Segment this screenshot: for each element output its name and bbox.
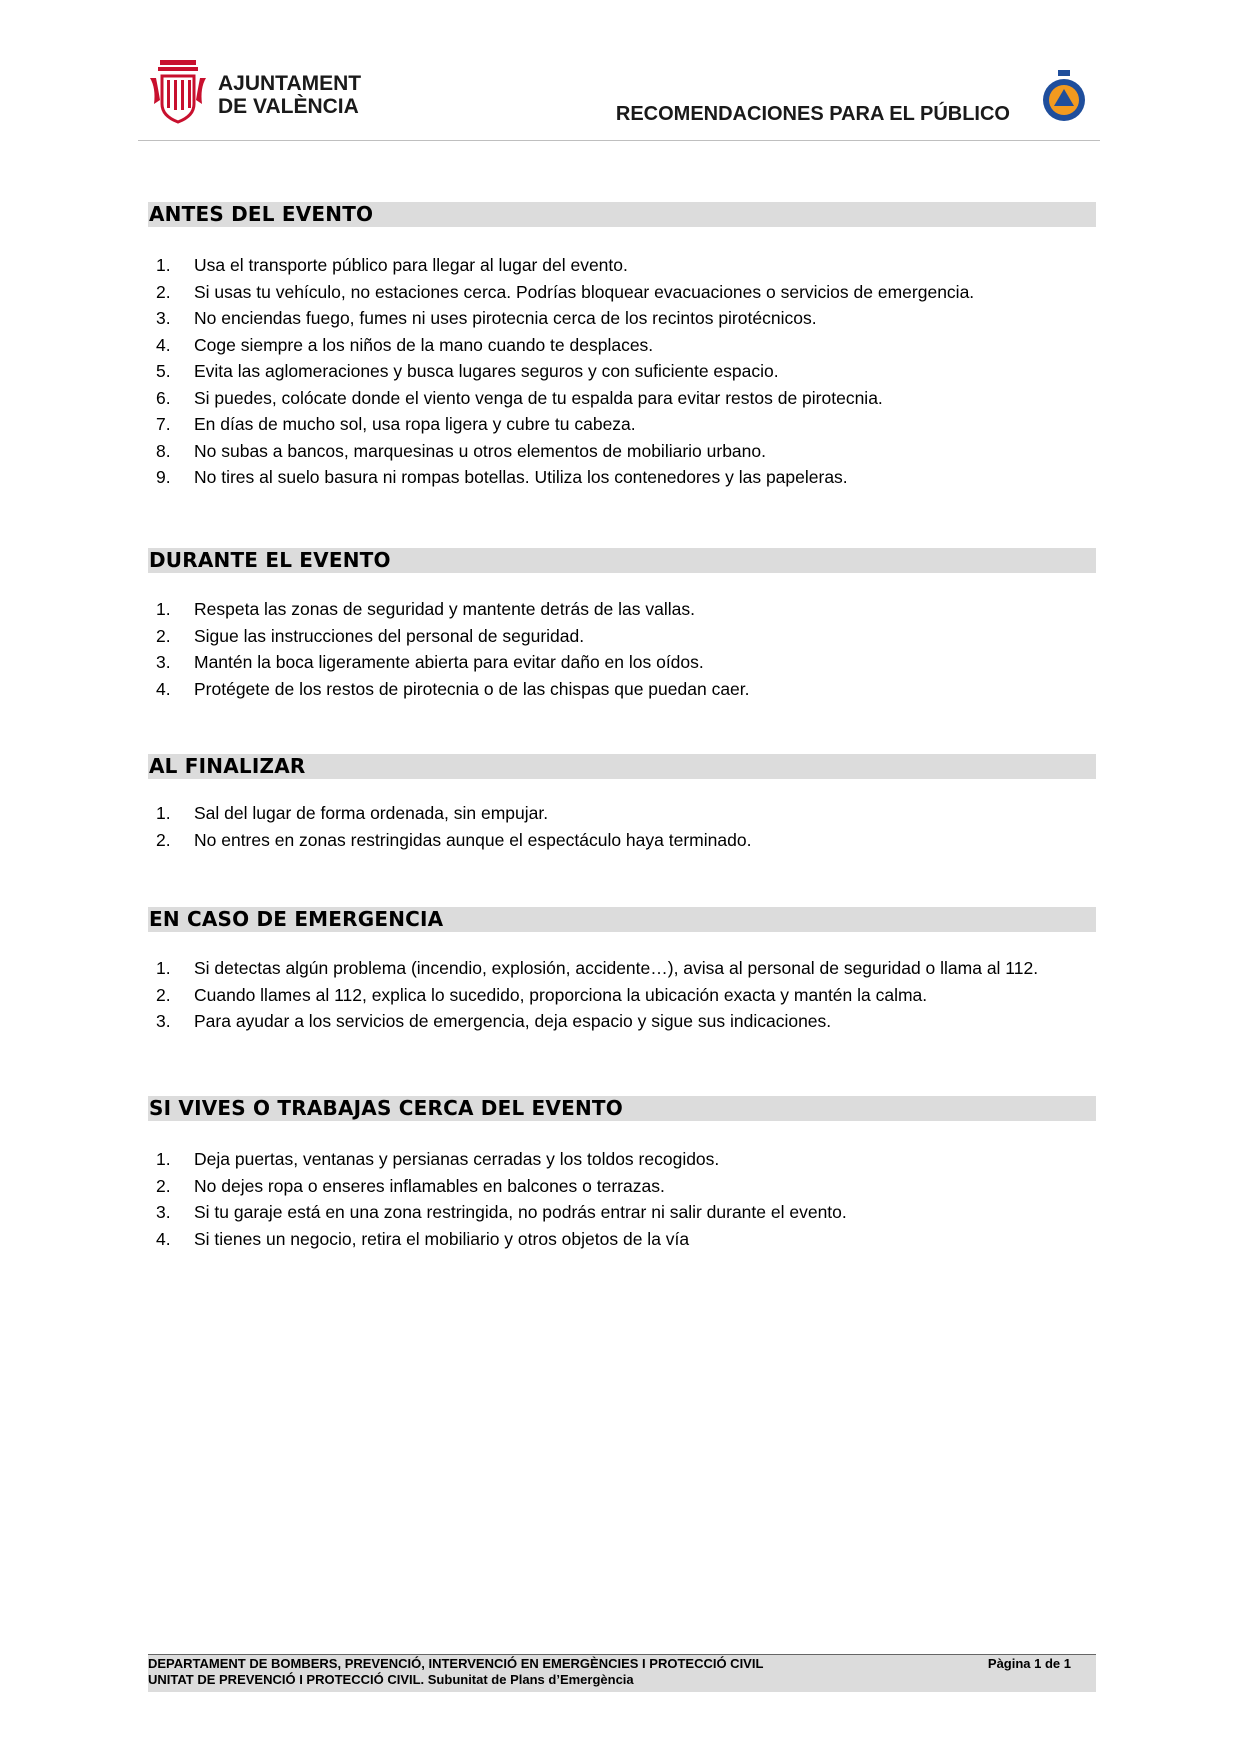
list-item: 3. No enciendas fuego, fumes ni uses pirotecnia cerca de los recintos pirotécnicos. [156, 308, 817, 328]
list-item: 9. No tires al suelo basura ni rompas botellas. Utiliza los contenedores y las papeleras. [156, 467, 848, 487]
section-si-vives-o-trabajas-cerca [148, 1096, 1096, 1252]
list-item: 6. Si puedes, colócate donde el viento venga de tu espalda para evitar restos de pirotecnia. [156, 387, 883, 408]
list-item: 1. Si detectas algún problema (incendio, explosión, accidente…), avisa al personal de seguridad o llama al 112. [156, 958, 1039, 978]
recommendation-list [148, 800, 1096, 853]
section-al-finalizar [148, 754, 1096, 853]
section-durante-el-evento [148, 548, 1096, 702]
section-heading: ANTES DEL EVENTO [148, 202, 1096, 227]
section-antes-del-evento [148, 202, 1096, 491]
list-item: 3. Para ayudar a los servicios de emergencia, deja espacio y sigue sus indicaciones. [156, 1011, 832, 1031]
section-en-caso-de-emergencia [148, 907, 1096, 1035]
page-footer [148, 1654, 1096, 1692]
list-item: 2. Sigue las instrucciones del personal de seguridad. [156, 625, 585, 646]
list-item: 4. Si tienes un negocio, retira el mobiliario y otros objetos de la vía [156, 1228, 690, 1249]
recommendation-list [148, 955, 1096, 1035]
list-item: 8. No subas a bancos, marquesinas u otros elementos de mobiliario urbano. [156, 440, 766, 461]
recommendation-list [148, 252, 1096, 491]
section-heading: DURANTE EL EVENTO [148, 548, 1096, 573]
list-item: 1. Respeta las zonas de seguridad y mantente detrás de las vallas. [156, 599, 695, 619]
list-item: 3. Mantén la boca ligeramente abierta para evitar daño en los oídos. [156, 652, 704, 672]
list-item: 4. Protégete de los restos de pirotecnia o de las chispas que puedan caer. [156, 678, 750, 699]
list-item: 2. Cuando llames al 112, explica lo sucedido, proporciona la ubicación exacta y mantén la calma. [156, 984, 928, 1005]
list-item: 2. No dejes ropa o enseres inflamables en balcones o terrazas. [156, 1175, 665, 1196]
list-item: 1. Usa el transporte público para llegar al lugar del evento. [156, 255, 628, 275]
proteccion-civil-seal-icon [1040, 68, 1088, 128]
organization-name: AJUNTAMENT DE VALÈNCIA [218, 72, 362, 118]
list-item: 2. Si usas tu vehículo, no estaciones cerca. Podrías bloquear evacuaciones o servicios de emergencia. [156, 281, 975, 302]
list-item: 4. Coge siempre a los niños de la mano cuando te desplaces. [156, 334, 654, 355]
footer-unit: UNITAT DE PREVENCIÓ I PROTECCIÓ CIVIL. Subunitat de Plans d’Emergència [148, 1672, 634, 1687]
list-item: 3. Si tu garaje está en una zona restringida, no podrás entrar ni salir durante el evento. [156, 1202, 847, 1222]
page-title: RECOMENDACIONES PARA EL PÚBLICO [615, 103, 1010, 125]
page-number: Pàgina 1 de 1 [987, 1656, 1071, 1671]
recommendation-list [148, 1146, 1096, 1252]
section-heading: AL FINALIZAR [148, 754, 1096, 779]
list-item: 5. Evita las aglomeraciones y busca lugares seguros y con suficiente espacio. [156, 361, 779, 381]
section-heading: SI VIVES O TRABAJAS CERCA DEL EVENTO [148, 1096, 1096, 1121]
page-header [138, 58, 1100, 141]
recommendation-list [148, 596, 1096, 702]
footer-department: DEPARTAMENT DE BOMBERS, PREVENCIÓ, INTERVENCIÓ EN EMERGÈNCIES I PROTECCIÓ CIVIL [148, 1656, 764, 1671]
list-item: 1. Sal del lugar de forma ordenada, sin empujar. [156, 803, 549, 823]
city-coat-of-arms-icon [148, 58, 208, 128]
list-item: 1. Deja puertas, ventanas y persianas cerradas y los toldos recogidos. [156, 1149, 720, 1169]
list-item: 2. No entres en zonas restringidas aunque el espectáculo haya terminado. [156, 829, 752, 850]
list-item: 7. En días de mucho sol, usa ropa ligera y cubre tu cabeza. [156, 414, 636, 434]
section-heading: EN CASO DE EMERGENCIA [148, 907, 1096, 932]
